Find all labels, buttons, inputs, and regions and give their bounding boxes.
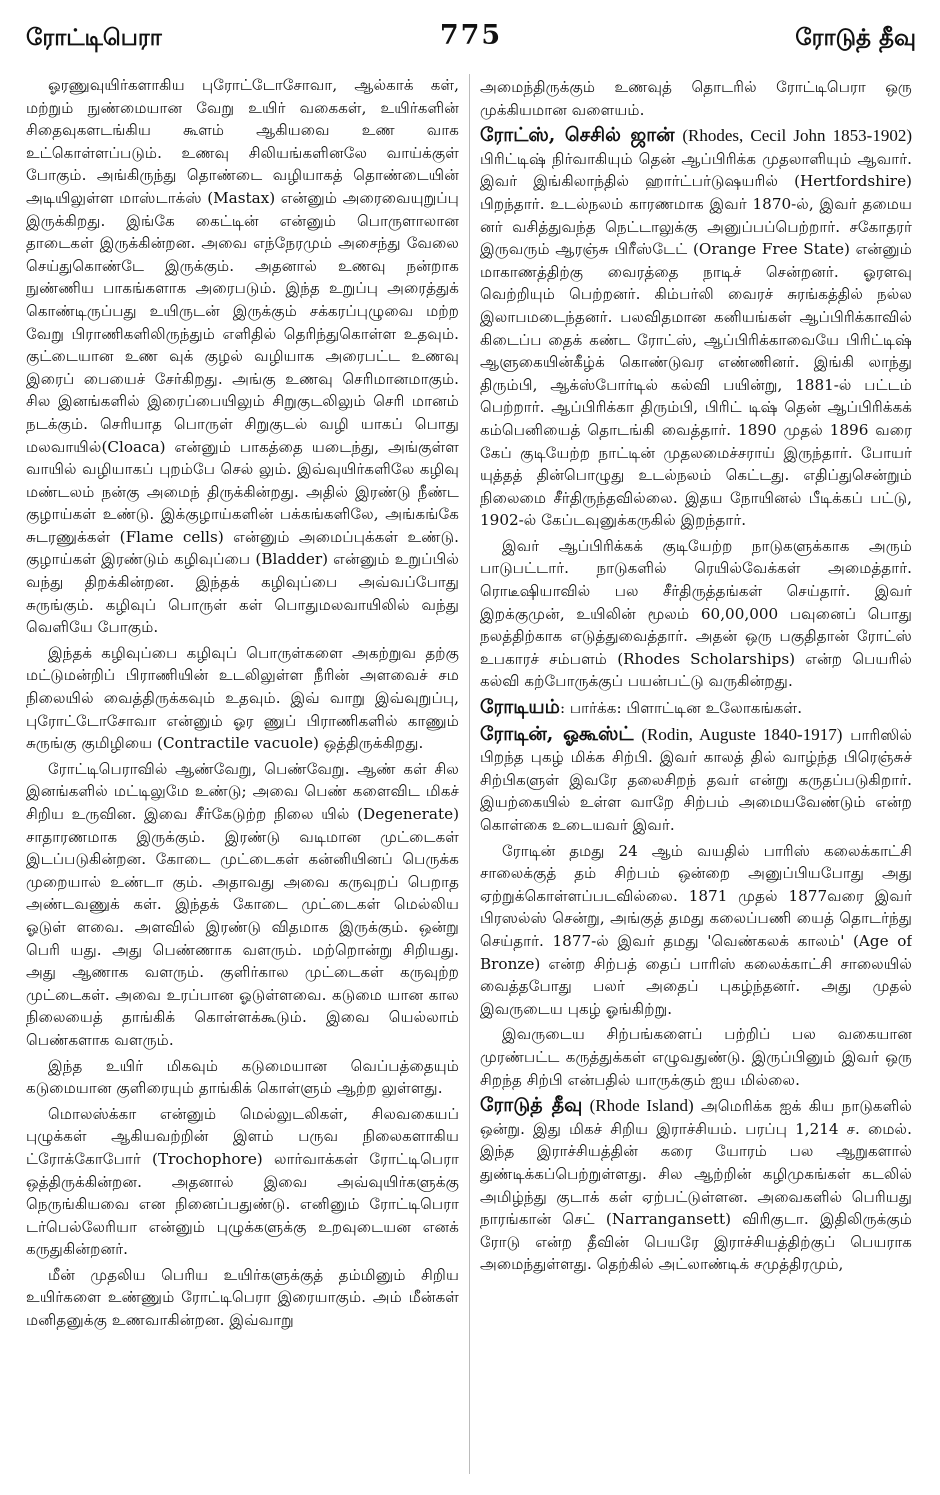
entry-rodin [480,723,912,837]
entry-latin-rodin: (Rodin, Auguste 1840-1917) [641,724,843,744]
entry-term-rodin: ரோடின், ஓகூஸ்ட் [480,722,634,745]
entry-term-rhodium: ரோடியம் [480,696,560,719]
column-divider [469,74,470,1474]
rodin-reputation-paragraph: இவருடைய சிற்பங்களைப் பற்றிப் பல வகையான முரண்பட்ட கருத்துக்கள் எழுவதுண்டு. இருப்பினும் இவர் ஒரு சிறந்த சிற்பி என்பதில் யாருக்கும் ஐய மில்லை. [480,1025,912,1089]
rotifera-relations-paragraph: மொலஸ்க்கா என்னும் மெல்லுடலிகள், சிலவகையப் புழுக்கள் ஆகியவற்றின் இளம் பருவ நிலைகளாகிய ட்ரோக்கோபோர் (Trochophore) லார்வாக்கள் ரோட்டிபெரா ஒத்திருக்கின்றன. அதனால் இவை அவ்வுயிர்களுக்கு நெருங்கியவை என நினைப்பதுண்டு. எனினும் ரோட்டிபெரா டர்பெல்லேரியா என்னும் புழுக்களுக்கு உறவுடையன எனக் கருதுகின்றனர். [26,1104,459,1259]
left-column [26,74,459,1474]
entry-term-rhodes: ரோட்ஸ், செசில் ஜான் [480,124,675,147]
rodin-career-paragraph: ரோடின் தமது 24 ஆம் வயதில் பாரிஸ் கலைக்காட்சி சாலைக்குத் தம் சிற்பம் ஒன்றை அனுப்பியபோது அது ஏற்றுக்கொள்ளப்படவில்லை. 1871 முதல் 1877வரை இவர் பிரஸல்ஸ் சென்று, அங்குத் தமது கலைப்பணி யைத் தொடர்ந்து செய்தார். 1877-ல் இவர் தமது 'வெண்கலக் காலம்' (Age of Bronze) என்ற சிற்பத் தைப் பாரிஸ் கலைக்காட்சி சாலையில் வைத்தபோது பலர் அதைப் புகழ்ந்தனர். அது முதல் இவருடைய புகழ் ஓங்கிற்று. [480,841,912,1018]
entry-rhodes [480,124,912,532]
entry-text-rhode-island: அமெரிக்க ஐக் கிய நாடுகளில் ஒன்று. இது மிகச் சிறிய இராச்சியம். பரப்பு 1,214 ச. மைல். இந்த இராச்சியத்தின் கரை யோரம் பல ஆறுகளால் துண்டிக்கப்பெற்றுள்ளது. சில ஆற்றின் கழிமுகங்கள் கடலில் அமிழ்ந்து குடாக் கள் ஏற்பட்டுள்ளன. அவைகளில் பெரியது நாரங்கான் செட் (Narrangansett) விரிகுடா. இதிலிருக்கும் ரோடு என்ற தீவின் பெயரே இராச்சியத்திற்குப் பெயராக அமைந்துள்ளது. தெற்கில் அட்லாண்டிக் சமுத்திரமும், [480,1097,912,1274]
rotifera-foodchain-paragraph: மீன் முதலிய பெரிய உயிர்களுக்குத் தம்மினும் சிறிய உயிர்களை உண்ணும் ரோட்டிபெரா இரையாகும். அம் மீன்கள் மனிதனுக்கு உணவாகின்றன. இவ்வாறு [26,1265,459,1330]
page-number: 775 [439,20,503,51]
rhodes-legacy-paragraph: இவர் ஆப்பிரிக்கக் குடியேற்ற நாடுகளுக்காக அரும் பாடுபட்டார். நாடுகளில் ரெயில்வேக்கள் அமைத்தார். ரொடீஷியாவில் பல சீர்திருத்தங்கள் செய்தார். இவர் இறக்குமுன், உயிலின் மூலம் 60,00,000 பவுனைப் பொது நலத்திற்காக எடுத்துவைத்தார். அதன் ஒரு பகுதிதான் ரோட்ஸ் உபகாரச் சம்பளம் (Rhodes Scholarships) என்ற பெயரில் கல்வி கற்போருக்குப் பயன்பட்டு வருகின்றது. [480,536,912,691]
entry-latin-rhode-island: (Rhode Island) [589,1096,694,1116]
rotifera-reproduction-paragraph: ரோட்டிபெராவில் ஆண்வேறு, பெண்வேறு. ஆண் கள் சில இனங்களில் மட்டிலுமே உண்டு; அவை பெண் களைவிட மிகச் சிறிய உருவின. இவை சீர்கேடுற்ற நிலை யில் (Degenerate) சாதாரணமாக இருக்கும். இரண்டு வடிமான முட்டைகள் இடப்படுகின்றன. கோடை முட்டைகள் கன்னியினப் பெருக்க முறையால் உண்டா கும். அதாவது அவை கருவுறப் பெறாத அண்டவணுக் கள். இந்தக் கோடை முட்டைகள் மெல்லிய ஓடுள் ளவை. அளவில் இரண்டு விதமாக இருக்கும். ஒன்று பெரி யது. அது பெண்ணாக வளரும். மற்றொன்று சிறியது. அது ஆணாக வளரும். குளிர்கால முட்டைகள் கருவுற்ற முட்டைகள். அவை உரப்பான ஓடுள்ளவை. கடுமை யான கால நிலையைத் தாங்கிக் கொள்ளக்கூடும். இவை யெல்லாம் பெண்களாக வளரும். [26,759,459,1049]
page-header [26,20,916,60]
right-column [480,74,912,1474]
entry-text-rhodium: : பார்க்க: பிளாட்டின உலோகங்கள். [559,699,803,718]
rotifera-endurance-paragraph: இந்த உயிர் மிகவும் கடுமையான வெப்பத்தையும் கடுமையான குளிரையும் தாங்கிக் கொள்ளும் ஆற்ற லுள்ளது. [26,1056,459,1098]
rotifera-digestion-paragraph: ஓரணுவுயிர்களாகிய புரோட்டோசோவா, ஆல்காக் கள், மற்றும் நுண்மையான வேறு உயிர் வகைகள், உயிர்களின் சிதைவுகளடங்கிய கூளம் ஆகியவை உண வாக உட்கொள்ளப்படும். உணவு சிலியங்களினலே வாய்க்குள் போகும். அங்கிருந்து தொண்டை வழியாகத் தொண்டையின் அடியிலுள்ள மாஸ்டாக்ஸ் (Mastax) என்னும் அரைவையுறுப்பு இருக்கிறது. இங்கே கைட்டின் என்னும் பொருளாலான தாடைகள் இருக்கின்றன. அவை எந்நேரமும் அசைந்து வேலை செய்துகொண்டே இருக்கும். அதனால் உணவு நன்றாக நுண்ணிய பாகங்களாக அரைபடும். இந்த உறுப்பு அரைத்துக் கொண்டிருப்பது உயிருடன் இருக்கும் சக்கரப்புழுவை மற்ற வேறு பிராணிகளிலிருந்தும் எளிதில் தெரிந்துகொள்ள உதவும். குட்டையான உண வுக் குழல் வழியாக அரைபட்ட உணவு இரைப் பையைச் சேர்கிறது. அங்கு உணவு செரிமானமாகும். சில இனங்களில் இரைப்பையிலும் சிறுகுடலிலும் செரி மானம் நடக்கும். செரியாத பொருள் சிறுகுடல் வழி யாகப் பொது மலவாயில்(Cloaca) என்னும் பாகத்தை யடைந்து, அங்குள்ள வாயில் வழியாகப் புறம்பே செல் லும். இவ்வுயிர்களிலே கழிவு மண்டலம் நன்கு அமைந் திருக்கின்றது. அதில் இரண்டு நீண்ட குழாய்கள் உண்டு. இக்குழாய்களின் பக்கங்களிலே, அங்கங்கே சுடரணுக்கள் (Flame cells) என்னும் அமைப்புக்கள் உண்டு. குழாய்கள் இரண்டும் கழிவுப்பை (Bladder) என்னும் உறுப்பில் வந்து திறக்கின்றன. இந்தக் கழிவுப்பை அவ்வப்போது சுருங்கும். கழிவுப் பொருள் கள் பொதுமலவாயிலில் வந்து வெளியே போகும். [26,76,459,637]
entry-text-rodin: பாரிஸில் பிறந்த புகழ் மிக்க சிற்பி. இவர் காலத் தில் வாழ்ந்த பிரெஞ்சுச் சிற்பிகளுள் இவரே தலைசிறந் தவர் என்று கருதப்படுகிறார். இயற்கையில் உள்ள வாறே சிற்பம் அமையவேண்டும் என்ற கொள்கை உடையவர் இவர். [480,725,912,834]
entry-term-rhode-island: ரோடுத் தீவு [480,1094,583,1117]
running-head-right: ரோடுத் தீவு [795,24,916,51]
entry-text-rhodes: பிரிட்டிஷ் நிர்வாகியும் தென் ஆப்பிரிக்க முதலாளியும் ஆவார். இவர் இங்கிலாந்தில் ஹார்ட்பர்டுஷயரில் (Hertfordshire) பிறந்தார். உடல்நலம் காரணமாக இவர் 1870-ல், இவர் தமைய னர் வசித்துவந்த நெட்டாலுக்கு அனுப்பப்பெற்றார். சகோதரர் இருவரும் ஆரஞ்சு பிரீஸ்டேட் (Orange Free State) என்னும் மாகாணத்திற்கு வைரத்தை நாடிச் சென்றனர். ஓரளவு வெற்றியும் பெற்றனர். கிம்பர்லி வைரச் சுரங்கத்தில் நல்ல இலாபமடைந்தனர். பலவிதமான கனியங்கள் ஆப்பிரிக்காவில் கிடைப்ப தைக் கண்ட ரோட்ஸ், ஆப்பிரிக்காவையே பிரிட்டிஷ் ஆளுகையின்கீழ்க் கொண்டுவர எண்ணினர். இங்கி லாந்து திரும்பி, ஆக்ஸ்போர்டில் கல்வி பயின்று, 1881-ல் பட்டம் பெற்றார். ஆப்பிரிக்கா திரும்பி, பிரிட் டிஷ் தென் ஆப்பிரிக்கக் கம்பெனியைத் தொடங்கி வைத்தார். 1890 முதல் 1896 வரை கேப் குடியேற்ற நாட்டின் முதலமைச்சராய் இருந்தார். போயர் யுத்தத் தின்பொழுது உடல்நலம் கெட்டது. எதிப்துசென்றும் நிலைமை சீர்திருந்தவில்லை. இதய நோயினல் பீடிக்கப் பட்டு, 1902-ல் கேப்டவுனுக்கருகில் இறந்தார். [480,149,912,530]
rotifera-bladder-paragraph: இந்தக் கழிவுப்பை கழிவுப் பொருள்களை அகற்றுவ தற்கு மட்டுமன்றிப் பிராணியின் உடலிலுள்ள நீரின் அளவைச் சம நிலையில் வைத்திருக்கவும் உதவும். இவ் வாறு இவ்வுறுப்பு, புரோட்டோசோவா என்னும் ஓர ணுப் பிராணிகளில் காணும் சுருங்கு குமிழியை (Contractile vacuole) ஒத்திருக்கிறது. [26,643,459,753]
continuation-paragraph: அமைந்திருக்கும் உணவுத் தொடரில் ரோட்டிபெரா ஒரு முக்கியமான வளையம். [480,78,912,119]
running-head-left: ரோட்டிபெரா [26,24,162,51]
entry-rhode-island [480,1094,912,1276]
entry-rhodium [480,696,912,720]
entry-latin-rhodes: (Rhodes, Cecil John 1853-1902) [682,126,912,146]
